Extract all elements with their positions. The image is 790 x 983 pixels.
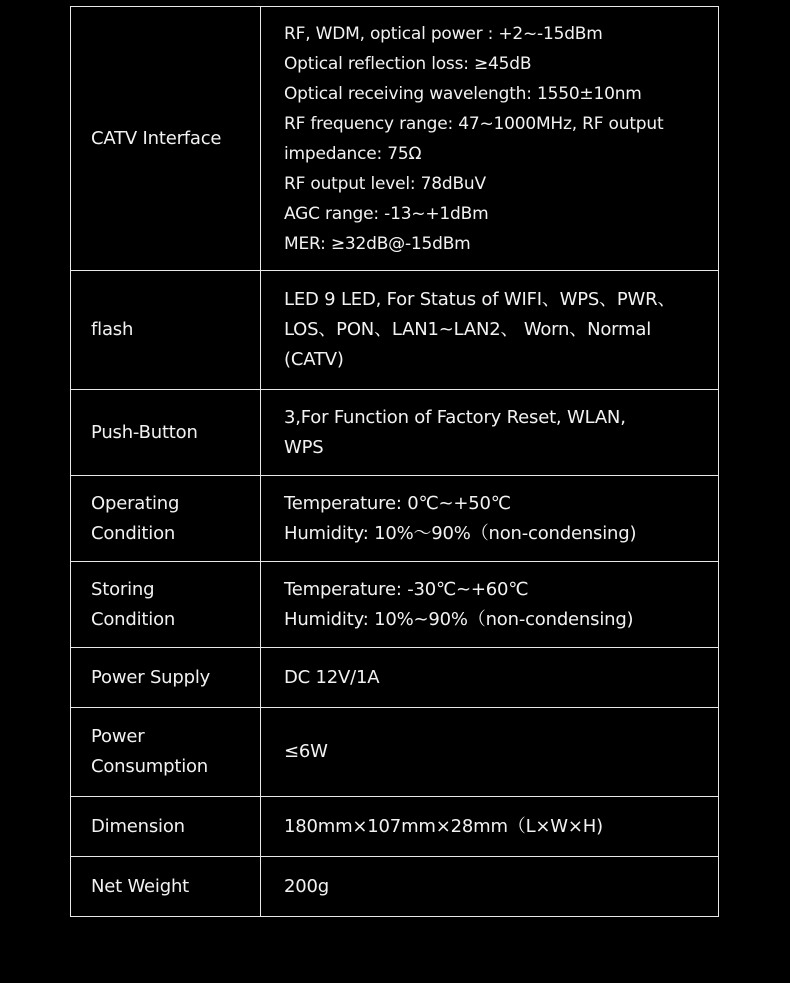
spec-value xyxy=(261,562,719,648)
spec-label-line: Consumption xyxy=(91,756,209,777)
spec-label-line: Storing xyxy=(91,578,155,600)
spec-label xyxy=(71,390,261,476)
spec-value-line: Optical receiving wavelength: 1550±10nm xyxy=(284,83,642,104)
spec-label-line: Power xyxy=(91,726,145,747)
spec-label-text: CATV Interface xyxy=(91,127,222,149)
table-row-net-weight xyxy=(71,857,719,917)
spec-value-line: DC 12V/1A xyxy=(284,666,380,688)
spec-value-line: 180mm×107mm×28mm（L×W×H) xyxy=(284,815,603,837)
spec-value xyxy=(261,271,719,390)
spec-value xyxy=(261,7,719,271)
spec-value-line: 3,For Function of Factory Reset, WLAN, xyxy=(284,406,626,428)
spec-value-line: MER: ≥32dB@-15dBm xyxy=(284,233,471,254)
spec-value xyxy=(261,648,719,708)
spec-label xyxy=(71,271,261,390)
table-row-flash xyxy=(71,271,719,390)
spec-value-line: impedance: 75Ω xyxy=(284,143,422,164)
spec-label-line: Operating xyxy=(91,492,180,514)
spec-value-line: Humidity: 10%～90%（non-condensing) xyxy=(284,522,637,544)
spec-value xyxy=(261,708,719,797)
table-row-power-consumption xyxy=(71,708,719,797)
spec-value xyxy=(261,857,719,917)
spec-label-text: flash xyxy=(91,319,134,340)
spec-value-line: AGC range: -13~+1dBm xyxy=(284,203,489,224)
spec-label xyxy=(71,708,261,797)
spec-value-line: Humidity: 10%~90%（non-condensing) xyxy=(284,608,634,630)
table-row-catv-interface xyxy=(71,7,719,271)
spec-label xyxy=(71,648,261,708)
spec-value-line: RF, WDM, optical power : +2~-15dBm xyxy=(284,23,603,44)
spec-value-line: Temperature: 0℃~+50℃ xyxy=(284,492,511,514)
table-row-power-supply xyxy=(71,648,719,708)
spec-value-line: WPS xyxy=(284,436,324,458)
spec-value xyxy=(261,797,719,857)
table-row-storing-condition xyxy=(71,562,719,648)
spec-value-line: Optical reflection loss: ≥45dB xyxy=(284,53,532,74)
table-row-push-button xyxy=(71,390,719,476)
spec-table xyxy=(70,6,719,917)
spec-value-line: ≤6W xyxy=(284,741,328,762)
spec-label xyxy=(71,7,261,271)
spec-label-text: Power Supply xyxy=(91,666,211,688)
spec-value-line: LED 9 LED, For Status of WIFI、WPS、PWR、 xyxy=(284,289,676,310)
spec-label-line: Condition xyxy=(91,522,176,544)
spec-value xyxy=(261,390,719,476)
spec-value-line: LOS、PON、LAN1~LAN2、 Worn、Normal xyxy=(284,319,651,340)
table-row-operating-condition xyxy=(71,476,719,562)
spec-label xyxy=(71,857,261,917)
spec-label-text: Net Weight xyxy=(91,875,190,897)
spec-value-line: Temperature: -30℃~+60℃ xyxy=(284,578,529,600)
spec-value-line: 200g xyxy=(284,875,329,897)
spec-label xyxy=(71,562,261,648)
spec-label-line: Condition xyxy=(91,608,176,630)
spec-value-line: RF frequency range: 47~1000MHz, RF output xyxy=(284,113,664,134)
spec-label-text: Push-Button xyxy=(91,421,198,443)
spec-label xyxy=(71,797,261,857)
spec-value-line: RF output level: 78dBuV xyxy=(284,173,486,194)
spec-label xyxy=(71,476,261,562)
spec-label-text: Dimension xyxy=(91,815,185,837)
spec-value xyxy=(261,476,719,562)
table-row-dimension xyxy=(71,797,719,857)
spec-value-line: (CATV) xyxy=(284,349,344,370)
